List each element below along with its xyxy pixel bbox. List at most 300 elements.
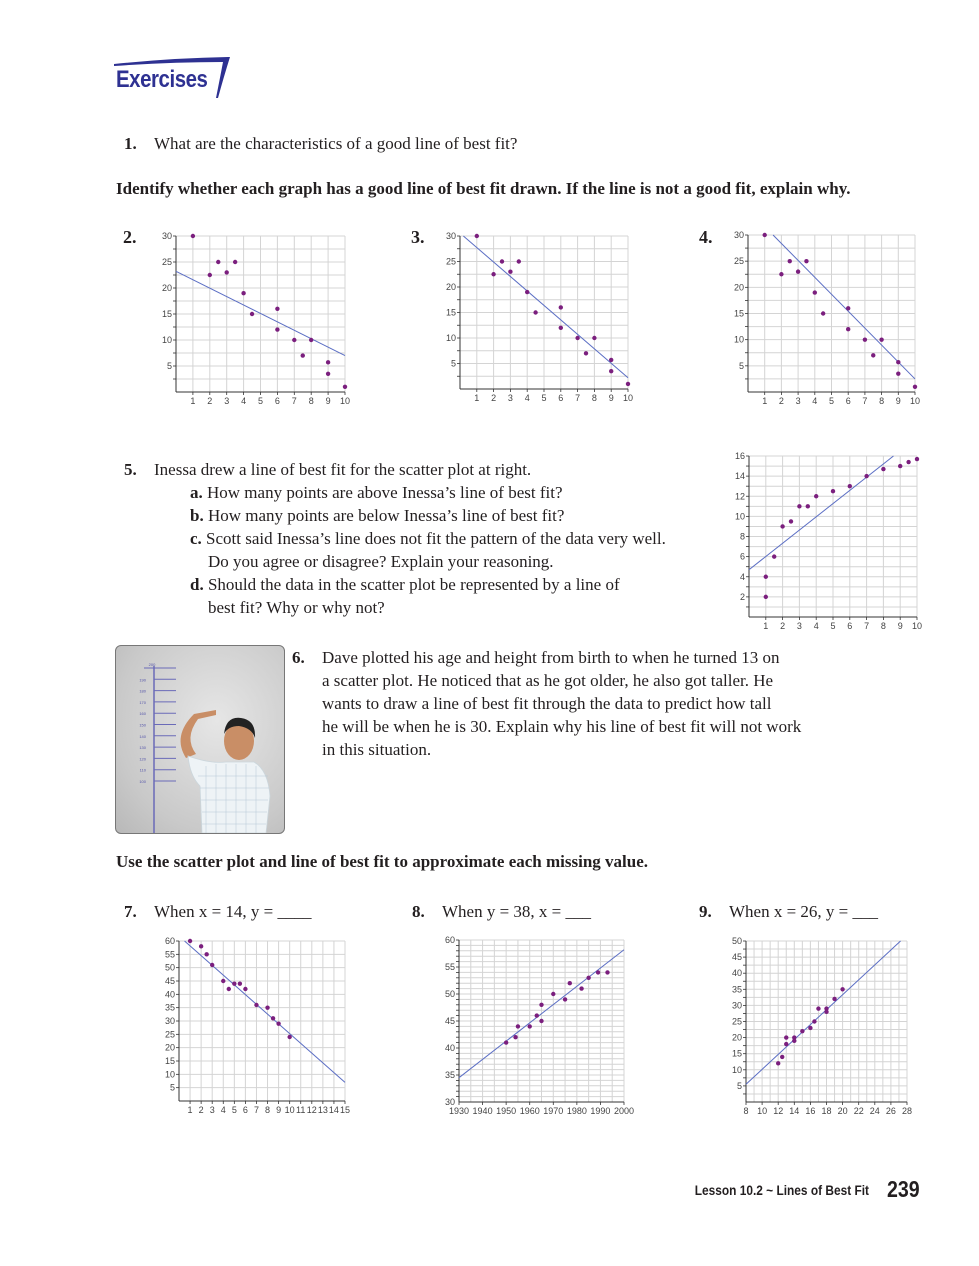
x-tick-label: 1 <box>190 396 196 406</box>
x-tick-label: 13 <box>317 1105 328 1115</box>
part-label: a. <box>190 483 203 502</box>
data-point <box>292 338 296 342</box>
x-tick-label: 6 <box>274 396 280 406</box>
y-tick-label: 25 <box>161 257 172 267</box>
data-point <box>216 260 220 264</box>
x-tick-label: 20 <box>837 1106 848 1116</box>
x-tick-label: 1940 <box>472 1106 493 1116</box>
x-tick-label: 14 <box>328 1105 339 1115</box>
data-point <box>763 233 767 237</box>
x-tick-label: 3 <box>796 621 802 631</box>
ruler-label: 120 <box>139 756 146 762</box>
x-tick-label: 7 <box>862 396 868 406</box>
data-point <box>204 952 208 956</box>
x-tick-label: 4 <box>220 1105 226 1115</box>
x-tick-label: 1 <box>763 621 769 631</box>
x-tick-label: 5 <box>541 393 547 403</box>
x-tick-label: 2 <box>491 393 497 403</box>
x-tick-label: 1 <box>187 1105 193 1115</box>
y-tick-label: 35 <box>731 984 742 995</box>
y-tick-label: 25 <box>733 256 744 267</box>
data-point <box>806 504 810 508</box>
question-5c <box>190 527 724 573</box>
scatter-plot-q2 <box>150 226 355 413</box>
x-tick-label: 24 <box>869 1106 880 1116</box>
data-point <box>915 457 919 461</box>
x-tick-label: 2 <box>198 1105 204 1115</box>
question-text-line: wants to draw a line of best fit through the data to predict how tall <box>322 694 772 713</box>
data-point <box>227 987 231 991</box>
part-label: b. <box>190 506 204 525</box>
data-point <box>191 234 195 238</box>
ruler-label: 190 <box>139 677 146 683</box>
data-point <box>265 1005 269 1009</box>
data-point <box>301 353 305 357</box>
data-point <box>881 467 885 471</box>
x-tick-label: 8 <box>880 621 886 631</box>
y-tick-label: 30 <box>733 230 744 240</box>
question-9 <box>699 900 878 923</box>
x-tick-label: 1960 <box>519 1106 540 1116</box>
x-tick-label: 14 <box>789 1106 800 1116</box>
y-tick-label: 10 <box>445 333 456 343</box>
x-tick-label: 10 <box>284 1105 295 1115</box>
ruler-label: 150 <box>139 722 146 728</box>
y-tick-label: 10 <box>161 335 172 345</box>
ruler-label: 180 <box>139 688 146 694</box>
line-of-best-fit <box>463 236 628 378</box>
question-5d <box>190 573 724 619</box>
data-point <box>287 1035 291 1039</box>
y-tick-label: 15 <box>164 1056 175 1066</box>
y-tick-label: 15 <box>731 1048 742 1059</box>
x-tick-label: 1990 <box>590 1106 611 1116</box>
data-point <box>596 970 600 974</box>
question-4-number: 4. <box>699 227 713 247</box>
x-tick-label: 10 <box>339 396 351 406</box>
x-tick-label: 15 <box>339 1105 351 1115</box>
question-text: Inessa drew a line of best fit for the scatter plot at right. <box>154 460 532 479</box>
checkered-shirt <box>188 756 270 833</box>
x-tick-label: 10 <box>911 621 923 631</box>
data-point <box>563 997 567 1001</box>
question-number: 9. <box>699 902 712 921</box>
scatter-plot-q7 <box>152 932 355 1122</box>
data-point <box>210 963 214 967</box>
question-2-number: 2. <box>123 227 137 247</box>
data-point <box>508 270 512 274</box>
question-5b <box>190 504 724 527</box>
y-tick-label: 6 <box>739 551 745 562</box>
x-tick-label: 12 <box>773 1106 784 1116</box>
data-point <box>896 360 900 364</box>
data-point <box>913 385 917 389</box>
data-point <box>343 385 347 389</box>
question-3-number: 3. <box>411 227 425 247</box>
chart-svg <box>438 226 638 405</box>
x-tick-label: 9 <box>608 393 614 403</box>
x-tick-label: 1930 <box>448 1106 470 1116</box>
y-tick-label: 20 <box>445 282 456 292</box>
x-tick-label: 8 <box>743 1106 749 1116</box>
x-tick-label: 8 <box>308 396 314 406</box>
y-tick-label: 55 <box>164 949 175 960</box>
y-tick-label: 60 <box>444 935 455 945</box>
part-text: How many points are below Inessa’s line of best fit? <box>207 506 565 525</box>
question-number: 1. <box>124 134 137 153</box>
data-point <box>517 259 521 263</box>
page-number: 239 <box>887 1176 920 1202</box>
y-tick-label: 8 <box>739 531 745 542</box>
data-point <box>816 1006 820 1010</box>
x-tick-label: 7 <box>575 393 581 403</box>
line-of-best-fit <box>773 235 915 379</box>
x-tick-label: 8 <box>879 396 885 406</box>
question-text: What are the characteristics of a good line of best fit? <box>154 134 518 153</box>
y-tick-label: 35 <box>164 1002 175 1013</box>
data-point <box>575 336 579 340</box>
chart-svg <box>722 448 927 633</box>
y-tick-label: 20 <box>161 283 172 293</box>
data-point <box>516 1024 520 1028</box>
x-tick-label: 5 <box>257 396 264 406</box>
x-tick-label: 2000 <box>613 1106 634 1116</box>
data-point <box>475 234 479 238</box>
x-tick-label: 11 <box>296 1105 306 1115</box>
data-point <box>535 1013 539 1017</box>
data-point <box>232 981 236 985</box>
x-tick-label: 7 <box>253 1105 259 1115</box>
y-tick-label: 10 <box>164 1069 175 1080</box>
x-tick-label: 2 <box>207 396 213 406</box>
scatter-plot-q4 <box>725 226 925 413</box>
x-tick-label: 7 <box>291 396 297 406</box>
y-tick-label: 10 <box>733 334 744 345</box>
section-title: Exercises <box>116 66 208 93</box>
x-tick-label: 1 <box>474 393 480 403</box>
x-tick-label: 6 <box>242 1105 248 1115</box>
x-tick-label: 3 <box>795 396 801 406</box>
data-point <box>491 272 495 276</box>
data-point <box>539 1003 543 1007</box>
data-point <box>525 290 529 294</box>
data-point <box>586 976 590 980</box>
x-tick-label: 10 <box>909 396 921 406</box>
data-point <box>559 305 563 309</box>
x-tick-label: 4 <box>241 396 247 406</box>
x-tick-label: 4 <box>813 621 819 631</box>
y-tick-label: 20 <box>733 282 744 293</box>
ruler-label: 140 <box>139 733 146 739</box>
data-point <box>221 979 225 983</box>
data-point <box>504 1040 508 1044</box>
y-tick-label: 40 <box>444 1043 455 1053</box>
y-tick-label: 45 <box>444 1016 455 1026</box>
question-text-line: Dave plotted his age and height from birth to when he turned 13 on <box>322 648 780 667</box>
x-tick-label: 2 <box>778 396 784 406</box>
y-tick-label: 5 <box>736 1080 742 1091</box>
data-point <box>797 504 801 508</box>
data-point <box>609 369 613 373</box>
x-tick-label: 10 <box>757 1106 768 1116</box>
data-point <box>551 992 555 996</box>
y-tick-label: 12 <box>734 491 745 502</box>
y-tick-label: 30 <box>445 231 456 241</box>
data-point <box>254 1003 258 1007</box>
data-point <box>271 1016 275 1020</box>
y-tick-label: 25 <box>731 1016 742 1027</box>
y-tick-label: 25 <box>164 1029 175 1040</box>
y-tick-label: 60 <box>164 936 175 946</box>
data-point <box>896 371 900 375</box>
y-tick-label: 30 <box>731 1000 742 1011</box>
data-point <box>831 489 835 493</box>
question-6 <box>292 646 872 761</box>
data-point <box>780 1055 784 1059</box>
y-tick-label: 50 <box>731 936 742 946</box>
y-tick-label: 5 <box>169 1082 175 1093</box>
y-tick-label: 15 <box>161 309 172 319</box>
data-point <box>784 1042 788 1046</box>
data-point <box>500 259 504 263</box>
x-tick-label: 9 <box>895 396 901 406</box>
y-tick-label: 10 <box>731 1064 742 1075</box>
y-tick-label: 15 <box>445 307 456 318</box>
data-point <box>276 1021 280 1025</box>
data-point <box>780 524 784 528</box>
y-tick-label: 30 <box>161 231 172 241</box>
x-tick-label: 4 <box>812 396 818 406</box>
x-tick-label: 4 <box>524 393 530 403</box>
ruler-label: 130 <box>139 745 146 751</box>
x-tick-label: 16 <box>805 1106 816 1116</box>
data-point <box>788 259 792 263</box>
data-point <box>846 306 850 310</box>
x-tick-label: 3 <box>224 396 230 406</box>
data-point <box>275 307 279 311</box>
footer-lesson-title: Lesson 10.2 ~ Lines of Best Fit <box>694 1182 869 1198</box>
data-point <box>238 981 242 985</box>
chart-svg <box>720 932 917 1118</box>
data-point <box>199 944 203 948</box>
question-1 <box>124 132 517 155</box>
question-5a <box>190 481 724 504</box>
data-point <box>579 986 583 990</box>
x-tick-label: 5 <box>830 621 836 631</box>
question-number: 7. <box>124 902 137 921</box>
y-tick-label: 5 <box>166 361 172 371</box>
data-point <box>792 1039 796 1043</box>
x-tick-label: 12 <box>306 1105 317 1115</box>
y-tick-label: 50 <box>444 989 455 999</box>
question-number: 6. <box>292 648 305 667</box>
question-text-line: a scatter plot. He noticed that as he got older, he also got taller. He <box>322 671 774 690</box>
data-point <box>863 337 867 341</box>
y-tick-label: 4 <box>739 571 745 582</box>
question-text-line: in this situation. <box>322 740 432 759</box>
question-number: 8. <box>412 902 425 921</box>
scatter-plot-q8 <box>437 932 634 1123</box>
x-tick-label: 22 <box>853 1106 864 1116</box>
y-tick-label: 55 <box>444 962 455 972</box>
data-point <box>800 1029 804 1033</box>
question-text: When y = 38, x = ___ <box>442 902 592 921</box>
chart-svg <box>152 932 355 1117</box>
y-tick-label: 5 <box>450 358 456 369</box>
data-point <box>808 1026 812 1030</box>
part-text-continued: Do you agree or disagree? Explain your reasoning. <box>208 552 554 571</box>
data-point <box>898 464 902 468</box>
x-tick-label: 5 <box>231 1105 237 1115</box>
x-tick-label: 8 <box>591 393 597 403</box>
data-point <box>832 997 836 1001</box>
y-tick-label: 30 <box>164 1016 175 1026</box>
data-point <box>275 327 279 331</box>
ruler-label: 170 <box>139 699 146 705</box>
x-tick-label: 8 <box>265 1105 271 1115</box>
data-point <box>559 326 563 330</box>
part-label: d. <box>190 575 204 594</box>
y-tick-label: 45 <box>164 976 175 986</box>
ruler-label: 200 <box>148 662 156 667</box>
y-tick-label: 20 <box>731 1032 742 1043</box>
data-point <box>906 460 910 464</box>
y-tick-label: 14 <box>734 471 745 482</box>
data-point <box>814 494 818 498</box>
chart-svg <box>150 226 355 408</box>
data-point <box>241 291 245 295</box>
data-point <box>188 939 192 943</box>
data-point <box>243 987 247 991</box>
data-point <box>592 336 596 340</box>
data-point <box>821 311 825 315</box>
data-point <box>846 327 850 331</box>
data-point <box>326 360 330 364</box>
data-point <box>796 269 800 273</box>
x-tick-label: 1970 <box>543 1106 564 1116</box>
y-tick-label: 35 <box>444 1070 455 1080</box>
x-tick-label: 3 <box>209 1105 215 1115</box>
data-point <box>609 358 613 362</box>
data-point <box>848 484 852 488</box>
y-tick-label: 10 <box>734 511 745 522</box>
instructions-approximate-values: Use the scatter plot and line of best fit to approximate each missing value. <box>116 852 649 871</box>
x-tick-label: 26 <box>885 1106 896 1116</box>
x-tick-label: 6 <box>847 621 853 631</box>
boy-measuring-height-photo <box>115 645 285 834</box>
data-point <box>250 312 254 316</box>
x-tick-label: 1980 <box>566 1106 587 1116</box>
scatter-plot-q3 <box>438 226 638 410</box>
data-point <box>626 382 630 386</box>
y-tick-label: 2 <box>739 591 745 602</box>
x-tick-label: 1950 <box>496 1106 517 1116</box>
y-tick-label: 30 <box>444 1097 455 1107</box>
y-tick-label: 50 <box>164 962 175 973</box>
data-point <box>789 519 793 523</box>
data-point <box>764 595 768 599</box>
data-point <box>864 474 868 478</box>
data-point <box>584 351 588 355</box>
ruler-label: 100 <box>139 779 146 784</box>
data-point <box>871 353 875 357</box>
data-point <box>812 1019 816 1023</box>
y-tick-label: 40 <box>731 968 742 979</box>
scatter-plot-q9 <box>720 932 917 1123</box>
data-point <box>879 337 883 341</box>
data-point <box>840 987 844 991</box>
data-point <box>528 1024 532 1028</box>
data-point <box>813 290 817 294</box>
question-5 <box>124 458 724 619</box>
data-point <box>513 1035 517 1039</box>
x-tick-label: 10 <box>622 393 634 403</box>
part-text: Should the data in the scatter plot be represented by a line of <box>207 575 620 594</box>
line-of-best-fit <box>749 456 893 570</box>
question-text: When x = 26, y = ___ <box>729 902 879 921</box>
ruler-label: 110 <box>139 767 146 773</box>
y-tick-label: 25 <box>445 256 456 267</box>
data-point <box>776 1061 780 1065</box>
x-tick-label: 9 <box>325 396 331 406</box>
x-tick-label: 6 <box>558 393 564 403</box>
x-tick-label: 2 <box>780 621 786 631</box>
data-point <box>326 372 330 376</box>
data-point <box>208 273 212 277</box>
ruler-label: 160 <box>139 711 146 717</box>
question-7 <box>124 900 312 923</box>
part-text-continued: best fit? Why or why not? <box>208 598 385 617</box>
question-8 <box>412 900 591 923</box>
data-point <box>225 270 229 274</box>
data-point <box>605 970 609 974</box>
part-text: How many points are above Inessa’s line of best fit? <box>207 483 563 502</box>
data-point <box>779 272 783 276</box>
instructions-line-of-best-fit: Identify whether each graph has a good line of best fit drawn. If the line is not a good fit, explain why. <box>116 179 851 198</box>
chart-svg <box>725 226 925 408</box>
question-text: When x = 14, y = ____ <box>154 902 312 921</box>
data-point <box>233 260 237 264</box>
y-tick-label: 45 <box>731 952 742 963</box>
chart-svg <box>437 932 634 1118</box>
part-label: c. <box>190 529 202 548</box>
x-tick-label: 6 <box>845 396 851 406</box>
x-tick-label: 18 <box>821 1106 832 1116</box>
y-tick-label: 15 <box>733 308 744 319</box>
x-tick-label: 7 <box>864 621 870 631</box>
line-of-best-fit <box>746 941 901 1084</box>
question-text-line: he will be when he is 30. Explain why his line of best fit will not work <box>322 717 802 736</box>
y-tick-label: 16 <box>734 451 745 461</box>
data-point <box>309 338 313 342</box>
data-point <box>784 1035 788 1039</box>
y-tick-label: 20 <box>164 1042 175 1053</box>
x-tick-label: 9 <box>276 1105 282 1115</box>
y-tick-label: 5 <box>738 360 744 371</box>
x-tick-label: 3 <box>507 393 513 403</box>
x-tick-label: 9 <box>897 621 903 631</box>
data-point <box>568 981 572 985</box>
y-tick-label: 40 <box>164 989 175 1000</box>
data-point <box>539 1019 543 1023</box>
part-text: Scott said Inessa’s line does not fit the pattern of the data very well. <box>206 529 666 548</box>
x-tick-label: 28 <box>901 1106 913 1116</box>
data-point <box>533 310 537 314</box>
raised-arm <box>181 710 216 758</box>
question-number: 5. <box>124 460 137 479</box>
x-tick-label: 1 <box>762 396 768 406</box>
data-point <box>764 575 768 579</box>
